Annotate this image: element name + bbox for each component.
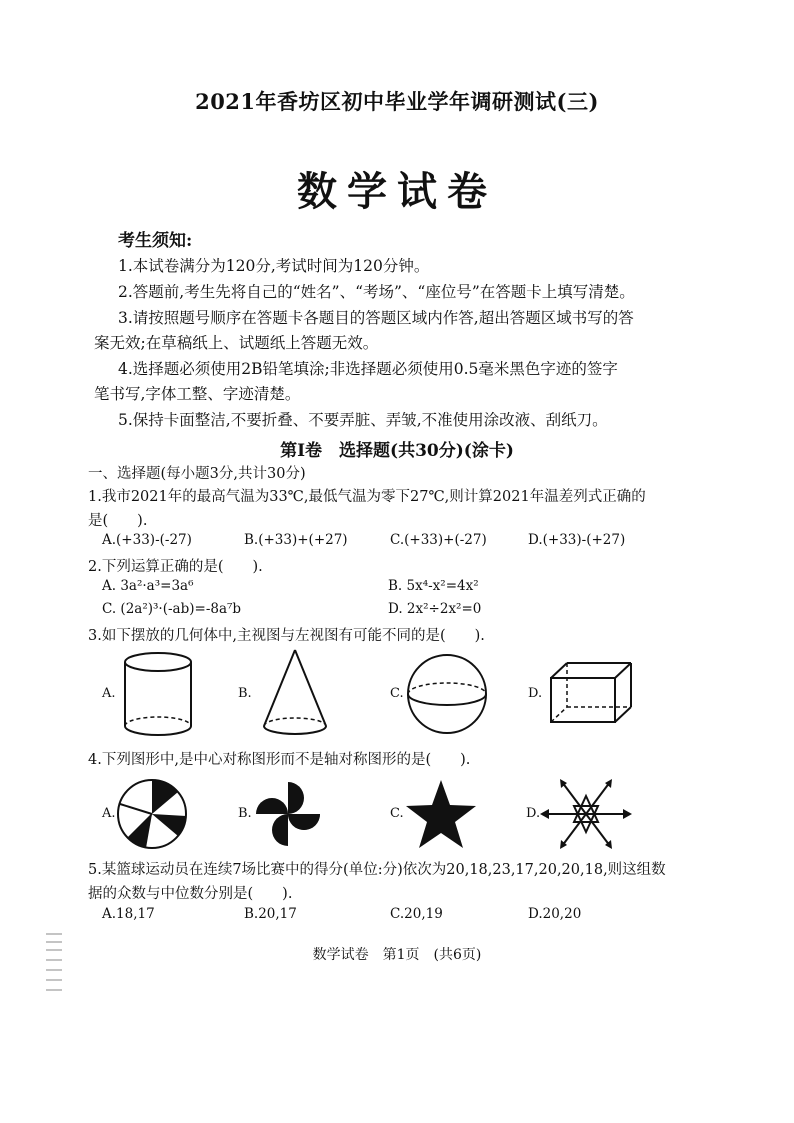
cone-icon bbox=[260, 648, 330, 740]
pie-wheel-icon bbox=[116, 778, 188, 850]
cylinder-icon bbox=[122, 650, 194, 740]
q4-stem: 4.下列图形中,是中心对称图形而不是轴对称图形的是( ). bbox=[88, 752, 471, 768]
q3-label-b: B. bbox=[238, 686, 252, 701]
section-heading: 一、选择题(每小题3分,共计30分) bbox=[88, 466, 306, 482]
notice-line-2: 2.答题前,考生先将自己的“姓名”、“考场”、“座位号”在答题卡上填写清楚。 bbox=[118, 283, 635, 301]
binding-margin-marks bbox=[44, 930, 64, 1000]
q4-label-b: B. bbox=[238, 806, 252, 821]
q5-stem: 5.某篮球运动员在连续7场比赛中的得分(单位:分)依次为20,18,23,17,20,20,18,则这组数 bbox=[88, 862, 666, 878]
q5-stem-cont: 据的众数与中位数分别是( ). bbox=[88, 886, 293, 902]
section-title: 第Ⅰ卷 选择题(共30分)(涂卡) bbox=[280, 441, 514, 461]
q2-option-a: A. 3a²·a³=3a⁶ bbox=[102, 578, 194, 594]
pinwheel-icon bbox=[252, 778, 324, 850]
q2-option-c: C. (2a²)³·(-ab)=-8a⁷b bbox=[102, 601, 242, 617]
notice-line-4-cont: 笔书写,字体工整、字迹清楚。 bbox=[94, 385, 301, 403]
q2-stem: 2.下列运算正确的是( ). bbox=[88, 559, 263, 575]
q3-label-c: C. bbox=[390, 686, 404, 701]
cuboid-icon bbox=[548, 660, 634, 726]
q1-option-b: B.(+33)+(+27) bbox=[244, 532, 348, 548]
q1-option-d: D.(+33)-(+27) bbox=[528, 532, 626, 548]
q1-option-a: A.(+33)-(-27) bbox=[102, 532, 192, 548]
q1-stem-cont: 是( ). bbox=[88, 513, 148, 529]
q5-option-d: D.20,20 bbox=[528, 906, 582, 922]
sphere-icon bbox=[405, 652, 489, 736]
snowflake-arrows-icon bbox=[540, 776, 632, 852]
q5-option-c: C.20,19 bbox=[390, 906, 443, 922]
exam-subtitle: 2021年香坊区初中毕业学年调研测试(三) bbox=[195, 89, 599, 114]
notice-line-1: 1.本试卷满分为120分,考试时间为120分钟。 bbox=[118, 257, 430, 275]
notice-line-3-cont: 案无效;在草稿纸上、试题纸上答题无效。 bbox=[94, 334, 379, 352]
q4-label-d: D. bbox=[526, 806, 541, 821]
notice-heading: 考生须知: bbox=[118, 231, 193, 251]
q2-option-d: D. 2x²÷2x²=0 bbox=[388, 601, 482, 617]
notice-line-3: 3.请按照题号顺序在答题卡各题目的答题区域内作答,超出答题区域书写的答 bbox=[118, 309, 634, 327]
q3-label-a: A. bbox=[102, 686, 116, 701]
q1-option-c: C.(+33)+(-27) bbox=[390, 532, 487, 548]
q2-option-b: B. 5x⁴-x²=4x² bbox=[388, 578, 479, 594]
page-footer: 数学试卷 第1页 (共6页) bbox=[312, 947, 482, 963]
q5-option-a: A.18,17 bbox=[102, 906, 155, 922]
q3-stem: 3.如下摆放的几何体中,主视图与左视图有可能不同的是( ). bbox=[88, 628, 485, 644]
q4-label-a: A. bbox=[102, 806, 116, 821]
q5-option-b: B.20,17 bbox=[244, 906, 297, 922]
q1-stem: 1.我市2021年的最高气温为33℃,最低气温为零下27℃,则计算2021年温差列式正确的 bbox=[88, 489, 646, 505]
notice-line-5: 5.保持卡面整洁,不要折叠、不要弄脏、弄皱,不准使用涂改液、刮纸刀。 bbox=[118, 411, 608, 429]
q3-label-d: D. bbox=[528, 686, 543, 701]
q4-label-c: C. bbox=[390, 806, 404, 821]
notice-line-4: 4.选择题必须使用2B铅笔填涂;非选择题必须使用0.5毫米黑色字迹的签字 bbox=[118, 360, 618, 378]
star-icon bbox=[404, 778, 478, 850]
exam-title: 数学试卷 bbox=[297, 168, 497, 215]
